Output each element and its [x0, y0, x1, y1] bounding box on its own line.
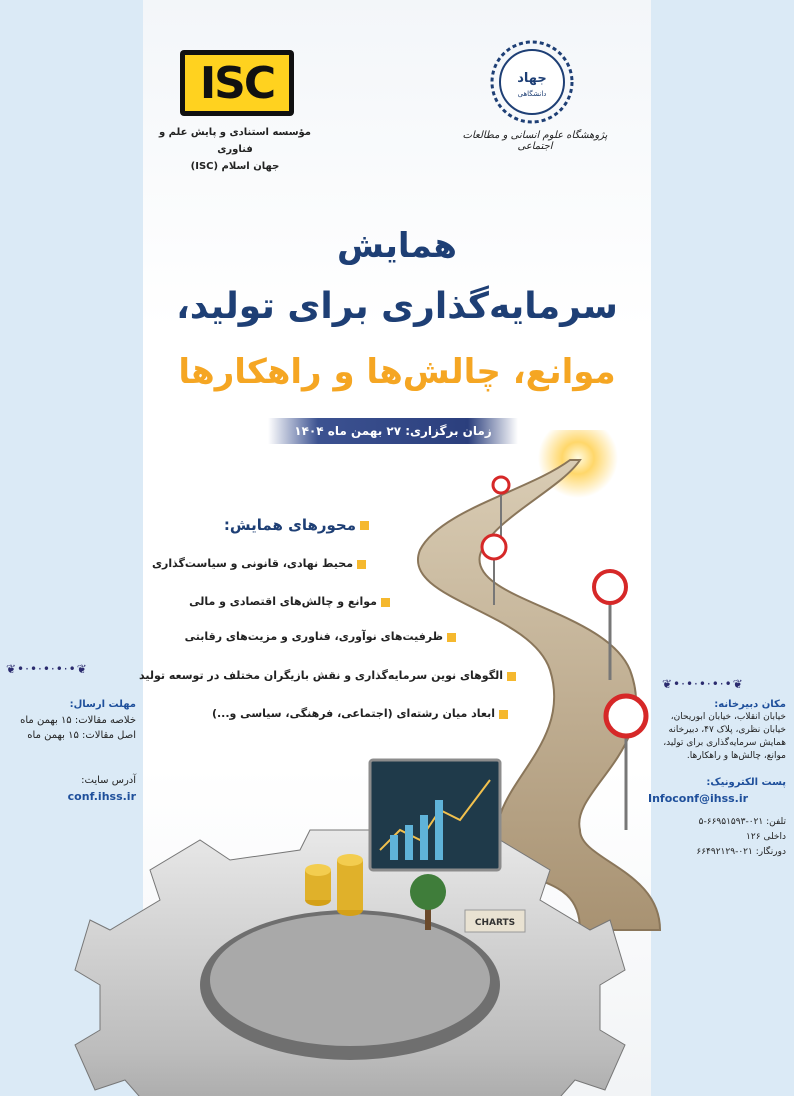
ext-row	[648, 831, 786, 844]
axes-heading-text: محورهای همایش:	[223, 516, 356, 534]
title-line3: موانع، چالش‌ها و راهکارها	[178, 352, 616, 392]
phone-row	[648, 816, 786, 829]
axis-item	[189, 595, 390, 608]
axis-item-text: موانع و چالش‌های اقتصادی و مالی	[189, 595, 377, 608]
jahad-logo-subtext: دانشگاهی	[517, 90, 547, 98]
isc-logo-text: ISC	[185, 55, 289, 111]
date-banner: زمان برگزاری: ۲۷ بهمن ماه ۱۴۰۴	[268, 418, 518, 444]
deadline-title: مهلت ارسال:	[69, 699, 136, 710]
axes-heading	[224, 516, 369, 534]
place-title: مکان دبیرخانه:	[714, 699, 786, 710]
ornament-icon: ❦•·•·•·•·•❦	[662, 677, 744, 691]
bullet-icon	[360, 521, 369, 530]
charts-label: CHARTS	[474, 918, 516, 928]
bullet-icon	[499, 710, 508, 719]
fax-value: ۰۲۱-۶۶۴۹۲۱۲۹	[696, 847, 753, 857]
axis-item-text: ابعاد میان رشته‌ای (اجتماعی، فرهنگی، سیاسی و...)	[211, 707, 495, 720]
bullet-icon	[357, 560, 366, 569]
axis-item	[185, 630, 456, 643]
ext-value: ۱۲۶	[746, 832, 761, 842]
bullet-icon	[447, 633, 456, 642]
abstract-deadline: خلاصه مقالات: ۱۵ بهمن ماه	[20, 715, 136, 726]
bullet-icon	[507, 672, 516, 681]
axis-item	[139, 669, 516, 682]
jahad-logo-text: جهاد	[517, 71, 547, 86]
isc-caption	[150, 124, 320, 175]
axis-item	[212, 707, 508, 720]
jahad-caption: پژوهشگاه علوم انسانی و مطالعات اجتماعی	[462, 130, 608, 152]
title-line1: همایش	[337, 226, 457, 266]
phone-value: ۰۲۱-۶۶۹۵۱۵۹۳-۵	[698, 817, 764, 827]
title-line2: سرمایه‌گذاری برای تولید،	[176, 286, 618, 327]
isc-caption-line2: جهان اسلام (ISC)	[190, 161, 280, 172]
email-label: پست الکترونیک:	[706, 777, 786, 788]
site-link[interactable]: conf.ihss.ir	[67, 790, 136, 803]
axis-item-text: محیط نهادی، قانونی و سیاست‌گذاری	[151, 557, 353, 570]
road-gear-illustration	[60, 430, 740, 1096]
phone-label: تلفن:	[766, 817, 786, 827]
axis-item	[152, 557, 366, 570]
fax-row	[648, 846, 786, 859]
fax-label: دورنگار:	[755, 847, 786, 857]
site-label: آدرس سایت:	[81, 775, 136, 786]
address: خیابان انقلاب، خیابان ابوریحان، خیابان نظری، پلاک ۴۷، دبیرخانه همایش سرمایه‌گذاری برای تولید، موانع، چالش‌ها و راهکارها.	[663, 712, 786, 761]
jahad-logo	[490, 40, 574, 124]
email-link[interactable]: Infoconf@ihss.ir	[648, 792, 749, 805]
isc-logo	[180, 50, 294, 116]
ornament-icon: ❦•·•·•·•·•❦	[6, 662, 88, 676]
bullet-icon	[381, 598, 390, 607]
axis-item-text: ظرفیت‌های نوآوری، فناوری و مزیت‌های رقابتی	[184, 630, 443, 643]
ext-label: داخلی	[763, 832, 786, 842]
isc-caption-line1: مؤسسه استنادی و پایش علم و فناوری	[158, 127, 311, 155]
axis-item-text: الگوهای نوین سرمایه‌گذاری و نقش بازیگران مختلف در توسعه تولید	[139, 669, 503, 682]
full-paper-deadline: اصل مقالات: ۱۵ بهمن ماه	[27, 730, 136, 741]
